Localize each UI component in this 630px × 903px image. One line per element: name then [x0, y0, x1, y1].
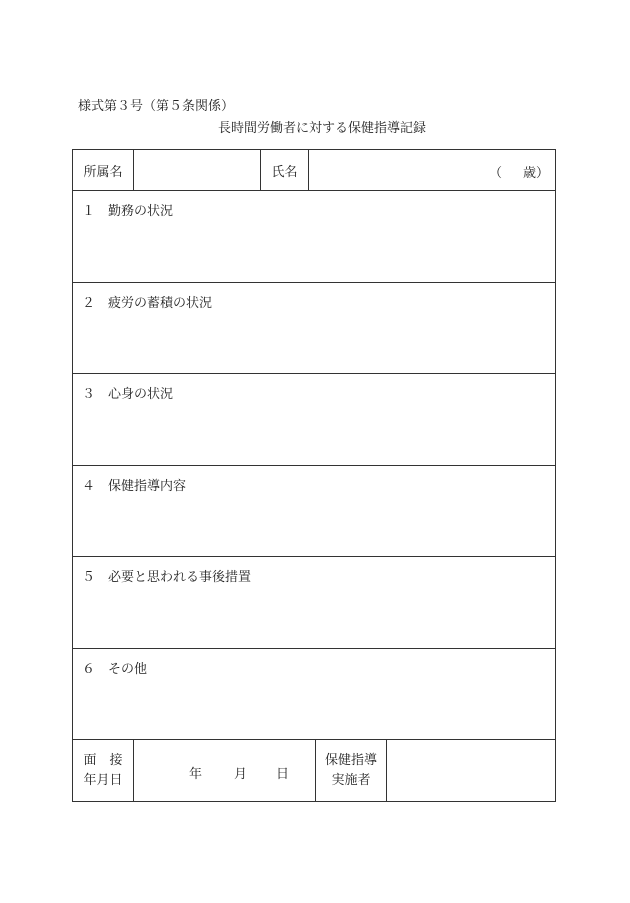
- interview-label-line2: 年月日: [83, 772, 123, 788]
- section-fatigue-status[interactable]: [73, 283, 555, 374]
- implementer-label-line1: 保健指導: [324, 752, 377, 768]
- section-label: その他: [108, 662, 148, 677]
- interview-date-field[interactable]: [134, 740, 316, 801]
- implementer-field[interactable]: [387, 740, 555, 801]
- form-title: 長時間労働者に対する保健指導記録: [217, 121, 426, 136]
- name-label: 氏名: [261, 150, 309, 190]
- age-open-paren: （: [489, 166, 503, 181]
- year-label: 年: [189, 767, 203, 782]
- section-number: １: [82, 204, 96, 219]
- interview-label-line1: 面 接: [83, 752, 123, 768]
- section-number: ３: [82, 387, 96, 402]
- section-number: ６: [82, 662, 96, 677]
- section-label: 疲労の蓄積の状況: [108, 296, 213, 311]
- section-number: ４: [82, 479, 96, 494]
- section-mind-body-status[interactable]: [73, 374, 555, 466]
- month-label: 月: [234, 767, 248, 782]
- section-label: 必要と思われる事後措置: [108, 570, 252, 585]
- section-work-status[interactable]: [73, 191, 555, 283]
- section-guidance-content[interactable]: [73, 466, 555, 557]
- section-follow-up-measures[interactable]: [73, 557, 555, 649]
- section-other[interactable]: [73, 649, 555, 740]
- section-label: 保健指導内容: [108, 479, 187, 494]
- form-number: 様式第３号（第５条関係）: [78, 99, 235, 114]
- day-label: 日: [276, 767, 290, 782]
- implementer-label-line2: 実施者: [331, 772, 371, 788]
- footer-row: [73, 740, 555, 801]
- affiliation-field[interactable]: [134, 150, 261, 190]
- guidance-record-form: [72, 149, 556, 802]
- interview-date-label: [73, 740, 134, 801]
- affiliation-label: 所属名: [73, 150, 134, 190]
- name-field[interactable]: [309, 150, 555, 190]
- section-label: 勤務の状況: [108, 204, 174, 219]
- age-label: 歳）: [523, 166, 550, 181]
- section-number: ２: [82, 296, 96, 311]
- section-label: 心身の状況: [108, 387, 174, 402]
- implementer-label: [316, 740, 387, 801]
- section-number: ５: [82, 570, 96, 585]
- header-row: [73, 150, 555, 191]
